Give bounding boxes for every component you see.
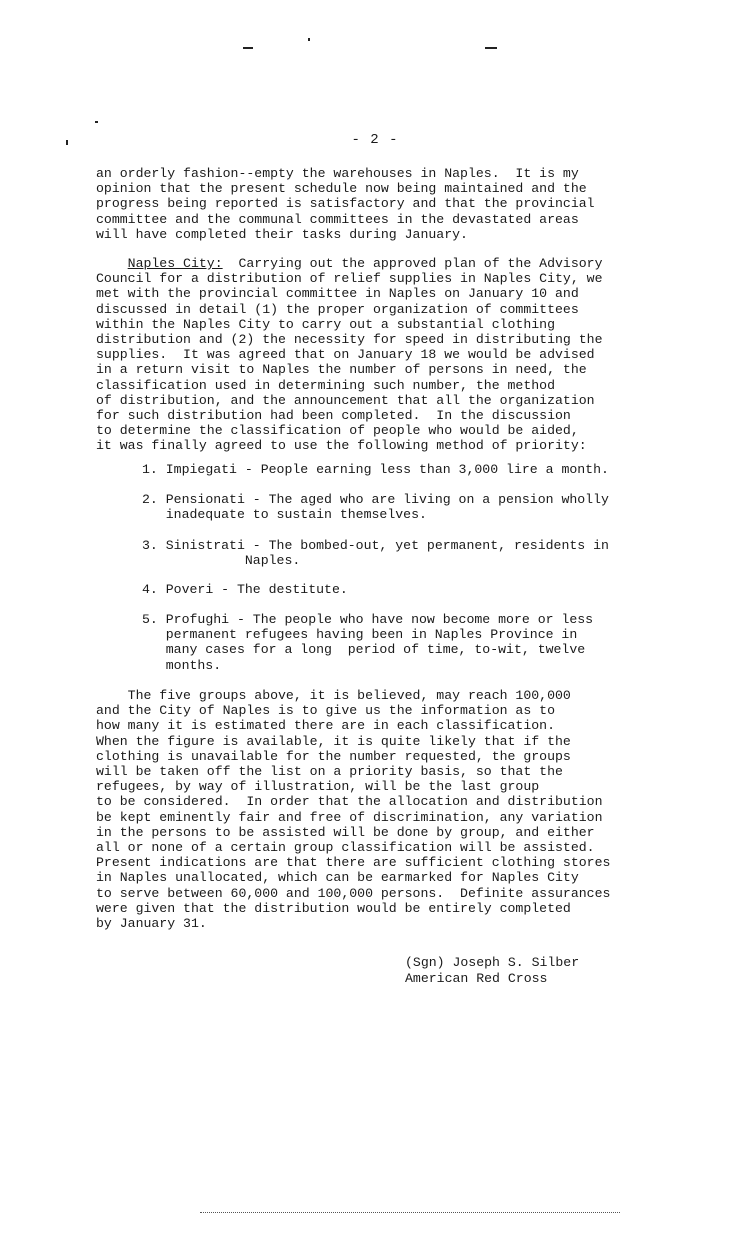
list-item-text: Profughi - The people who have now become more or less permanent refugees having been in Naples Province in many cases for a long period of time, to-wit, twelve months. — [165, 612, 594, 673]
list-item — [142, 538, 702, 568]
scan-mark — [243, 47, 253, 49]
page-number: - 2 - — [351, 132, 399, 148]
list-item-text: Poveri - The destitute. — [165, 582, 348, 597]
scan-mark — [485, 47, 497, 49]
naples-city-first-line: Carrying out the approved plan of the Advisory — [222, 256, 603, 271]
signature-name: (Sgn) Joseph S. Silber — [405, 955, 580, 970]
list-item-text: Pensionati - The aged who are living on a pension wholly inadequate to sustain themselves. — [165, 492, 609, 523]
continuation-paragraph: an orderly fashion--empty the warehouses in Naples. It is my opinion that the present schedule now being maintained and the progress being reported is satisfactory and that the provincial committee and the communal committees in the devastated areas will have completed their tasks during January. — [96, 166, 595, 242]
scan-mark — [308, 38, 310, 41]
list-item-text: Impiegati - People earning less than 3,000 lire a month. — [165, 462, 609, 477]
bottom-scan-edge — [200, 1212, 620, 1213]
naples-city-paragraph — [96, 256, 686, 454]
naples-city-heading: Naples City: — [127, 256, 223, 271]
list-item — [142, 582, 702, 597]
list-item-number: 3. — [142, 538, 158, 553]
list-item-number: 1. — [142, 462, 158, 477]
list-item-text: Sinistrati - The bombed-out, yet permanent, residents in Naples. — [165, 538, 609, 569]
signature-block — [405, 955, 579, 987]
scan-mark — [95, 121, 98, 123]
list-item-number: 4. — [142, 582, 158, 597]
list-item-number: 2. — [142, 492, 158, 507]
list-item — [142, 462, 702, 477]
groups-paragraph: The five groups above, it is believed, may reach 100,000 and the City of Naples is to give us the information as to how many it is estimated there are in each classification. When the figure is available, it is quite likely that if the clothing is unavailable for the number requested, the groups will be taken off the list on a priority basis, so that the refugees, by way of illustration, will be the last group to be considered. In order that the allocation and distribution be kept eminently fair and free of discrimination, any variation in the persons to be assisted will be done by group, and either all or none of a certain group classification will be assisted. Present indications are that there are sufficient clothing stores in Naples unallocated, which can be earmarked for Naples City to serve between 60,000 and 100,000 persons. Definite assurances were given that the distribution would be entirely completed by January 31. — [96, 688, 611, 932]
list-item — [142, 492, 702, 522]
list-item — [142, 612, 702, 673]
list-item-number: 5. — [142, 612, 158, 627]
signature-organization: American Red Cross — [405, 971, 548, 986]
naples-city-body: Council for a distribution of relief supplies in Naples City, we met with the provincial committee in Naples on January 10 and discussed in detail (1) the proper organization of committees within the Naples City to carry out a substantial clothing distribution and (2) the necessity for speed in distributing the supplies. It was agreed that on January 18 we would be advised in a return visit to Naples the number of persons in need, the classification used in determining such number, the method of distribution, and the announcement that all the organization for such distribution had been completed. In the discussion to determine the classification of people who would be aided, it was finally agreed to use the following method of priority: — [96, 271, 603, 454]
